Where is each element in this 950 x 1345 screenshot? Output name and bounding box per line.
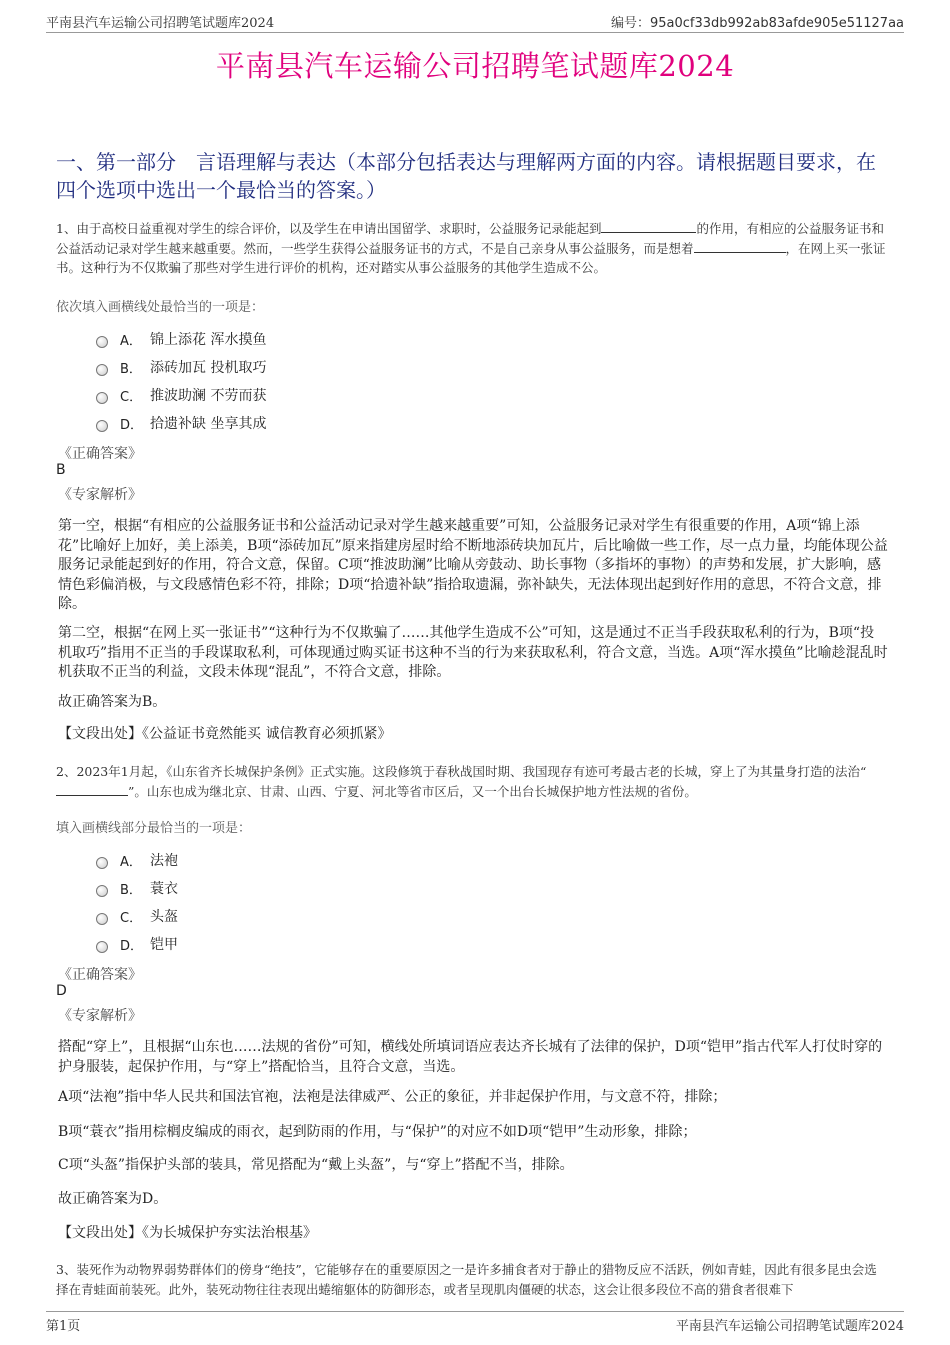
q1-answer-label: 《正确答案》	[58, 446, 142, 462]
radio-icon[interactable]	[96, 420, 108, 432]
radio-icon[interactable]	[96, 857, 108, 869]
header-code-label: 编号：	[610, 16, 650, 31]
question-1-text	[56, 219, 888, 278]
q2-blank	[56, 783, 128, 796]
radio-icon[interactable]	[96, 364, 108, 376]
q2-text-a: 2、2023年1月起，《山东省齐长城保护条例》正式实施。这段修筑于春秋战国时期、我国现存有迹可考最古老的长城，穿上了为其量身打造的法治“	[56, 764, 867, 779]
radio-icon[interactable]	[96, 392, 108, 404]
q2-option-c[interactable]: C． 头盔	[96, 902, 178, 930]
q1-text-c: ，在网上买一张证书。这种行为不仅欺骗了那些对学生进行评价的机构，还对踏实从事公益服务的其他学生造成不公。	[56, 240, 886, 275]
question-2-text	[56, 762, 888, 801]
header-code	[611, 12, 904, 31]
q2-prompt: 填入画横线部分最恰当的一项是：	[56, 821, 252, 836]
q2-option-b[interactable]: B． 蓑衣	[96, 874, 178, 902]
q1-option-b[interactable]: B． 添砖加瓦 投机取巧	[96, 353, 266, 381]
q1-analysis-paragraph: 第一空，根据“有相应的公益服务证书和公益活动记录对学生越来越重要”可知，公益服务记录对学生有很重要的作用，A项“锦上添花”比喻好上加好，美上添美，B项“添砖加瓦”原来指建房屋时给不断地添砖块加瓦片，后比喻做一些工作，尽一点力量，均能体现公益服务记录能起到好的作用，符合文意，保留。C项“推波助澜”比喻从旁鼓动、助长事物（多指坏的事物）的声势和发展，扩大影响，感情色彩偏消极，与文段感情色彩不符，排除；D项“拾遗补缺”指拾取遗漏，弥补缺失，无法体现出起到好作用的意思，不符合文意，排除。	[58, 518, 888, 612]
question-3-text: 3、装死作为动物界弱势群体们的傍身“绝技”，它能够存在的重要原因之一是许多捕食者对于静止的猎物反应不活跃，例如青蛙，因此有很多昆虫会选择在青蛙面前装死。此外，装死动物往往表现出蜷缩躯体的防御形态，或者呈现肌肉僵硬的状态，这会让很多段位不高的猎食者很难下	[56, 1262, 877, 1297]
page-footer	[46, 1311, 904, 1334]
q1-text-a: 1、由于高校日益重视对学生的综合评价，以及学生在申请出国留学、求职时，公益服务记录能起到	[56, 221, 602, 236]
header-code-value: 95a0cf33db992ab83afde905e51127aa	[649, 16, 904, 31]
q2-text-b: ”。山东也成为继北京、甘肃、山西、宁夏、河北等省市区后，又一个出台长城保护地方性法规的省份。	[128, 783, 697, 799]
q2-option-d[interactable]: D． 铠甲	[96, 930, 178, 958]
page-title: 平南县汽车运输公司招聘笔试题库2024	[215, 49, 735, 83]
q1-option-c[interactable]: C． 推波助澜 不劳而获	[96, 381, 266, 409]
q1-answer: B	[56, 462, 66, 478]
radio-icon[interactable]	[96, 941, 108, 953]
radio-icon[interactable]	[96, 885, 108, 897]
q2-analysis-paragraph: C项“头盔”指保护头部的装具，常见搭配为“戴上头盔”，与“穿上”搭配不当，排除。	[58, 1157, 574, 1173]
footer-page-number: 第1页	[46, 1319, 81, 1334]
q1-conclusion: 故正确答案为B。	[58, 694, 167, 710]
radio-icon[interactable]	[96, 336, 108, 348]
q2-answer-label: 《正确答案》	[58, 967, 142, 983]
q1-options	[96, 325, 266, 437]
q1-analysis-paragraph: 第二空，根据“在网上买一张证书”“这种行为不仅欺骗了……其他学生造成不公”可知，这是通过不正当手段获取私利的行为，B项“投机取巧”指用不正当的手段谋取私利，可体现通过购买证书这种不当的行为来获取私利，符合文意，当选。A项“浑水摸鱼”比喻趁混乱时机获取不正当的利益，文段未体现“混乱”，不符合文意，排除。	[58, 625, 888, 680]
q1-text-b: 的作用，有相应的公益服务证书和公益活动记录对学生越来越重要。然而，一些学生获得公益服务证书的方式，不是自己亲身从事公益服务，而是想着	[56, 221, 884, 256]
footer-doc-title: 平南县汽车运输公司招聘笔试题库2024	[675, 1319, 904, 1334]
q1-blank-1	[601, 220, 696, 233]
q1-blank-2	[694, 240, 786, 253]
section-heading: 一、第一部分 言语理解与表达（本部分包括表达与理解两方面的内容。请根据题目要求，在四个选项中选出一个最恰当的答案。）	[56, 150, 876, 202]
q1-option-d[interactable]: D． 拾遗补缺 坐享其成	[96, 409, 266, 437]
page-header	[46, 12, 904, 33]
q1-prompt: 依次填入画横线处最恰当的一项是：	[56, 300, 265, 315]
q2-option-a[interactable]: A． 法袍	[96, 846, 178, 874]
q2-analysis-label: 《专家解析》	[58, 1008, 142, 1024]
q2-source: 【文段出处】《为长城保护夯实法治根基》	[58, 1225, 317, 1241]
header-doc-title: 平南县汽车运输公司招聘笔试题库2024	[46, 16, 275, 31]
radio-icon[interactable]	[96, 913, 108, 925]
q2-analysis-paragraph: 搭配“穿上”，且根据“山东也……法规的省份”可知，横线处所填词语应表达齐长城有了法律的保护，D项“铠甲”指古代军人打仗时穿的护身服装，起保护作用，与“穿上”搭配恰当，且符合文意，当选。	[58, 1039, 883, 1075]
q1-source: 【文段出处】《公益证书竟然能买 诚信教育必须抓紧》	[58, 726, 392, 742]
q1-option-a[interactable]: A． 锦上添花 浑水摸鱼	[96, 325, 266, 353]
q1-analysis-label: 《专家解析》	[58, 487, 142, 503]
q2-answer: D	[56, 983, 67, 999]
q2-conclusion: 故正确答案为D。	[58, 1191, 168, 1207]
q2-analysis-paragraph: A项“法袍”指中华人民共和国法官袍，法袍是法律威严、公正的象征，并非起保护作用，与文意不符，排除；	[58, 1089, 727, 1105]
q2-analysis-paragraph: B项“蓑衣”指用棕榈皮编成的雨衣，起到防雨的作用，与“保护”的对应不如D项“铠甲”生动形象，排除；	[58, 1124, 697, 1140]
q2-options	[96, 846, 178, 958]
